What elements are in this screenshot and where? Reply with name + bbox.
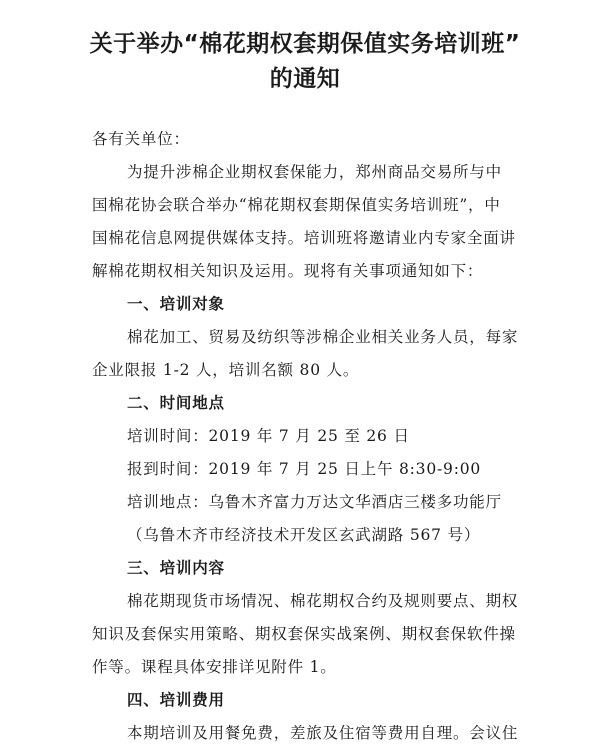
section-heading-2: 二、时间地点 — [127, 394, 225, 412]
intro-line: 为提升涉棉企业期权套保能力，郑州商品交易所与中 — [127, 163, 502, 181]
section-3-line: 作等。课程具体安排详见附件 1。 — [92, 658, 337, 676]
section-heading-4: 四、培训费用 — [127, 691, 225, 709]
training-time: 培训时间：2019 年 7 月 25 至 26 日 — [127, 427, 410, 445]
document-title-line-2: 的通知 — [269, 66, 341, 92]
document-title-line-1: 关于举办“棉花期权套期保值实务培训班” — [89, 31, 521, 57]
section-heading-1: 一、培训对象 — [127, 295, 225, 313]
intro-line: 解棉花期权相关知识及运用。现将有关事项通知如下： — [92, 262, 484, 280]
section-3-line: 知识及套保实用策略、期权套保实战案例、期权套保软件操 — [92, 625, 516, 643]
registration-time: 报到时间：2019 年 7 月 25 日上午 8:30-9:00 — [127, 460, 482, 478]
section-3-line: 棉花期现货市场情况、棉花期权合约及规则要点、期权 — [127, 592, 519, 610]
training-location: 培训地点：乌鲁木齐富力万达文华酒店三楼多功能厅 — [127, 493, 502, 511]
section-1-line: 棉花加工、贸易及纺织等涉棉企业相关业务人员，每家 — [127, 328, 519, 346]
intro-line: 国棉花协会联合举办“棉花期权套期保值实务培训班”，中 — [92, 196, 501, 214]
section-4-line: 本期培训及用餐免费，差旅及住宿等费用自理。会议住 — [127, 724, 519, 742]
salutation: 各有关单位： — [92, 130, 190, 148]
section-heading-3: 三、培训内容 — [127, 559, 225, 577]
section-1-line: 企业限报 1-2 人，培训名额 80 人。 — [92, 361, 360, 379]
training-address: （乌鲁木齐市经济技术开发区玄武湖路 567 号） — [127, 526, 481, 544]
intro-line: 国棉花信息网提供媒体支持。培训班将邀请业内专家全面讲 — [92, 229, 516, 247]
